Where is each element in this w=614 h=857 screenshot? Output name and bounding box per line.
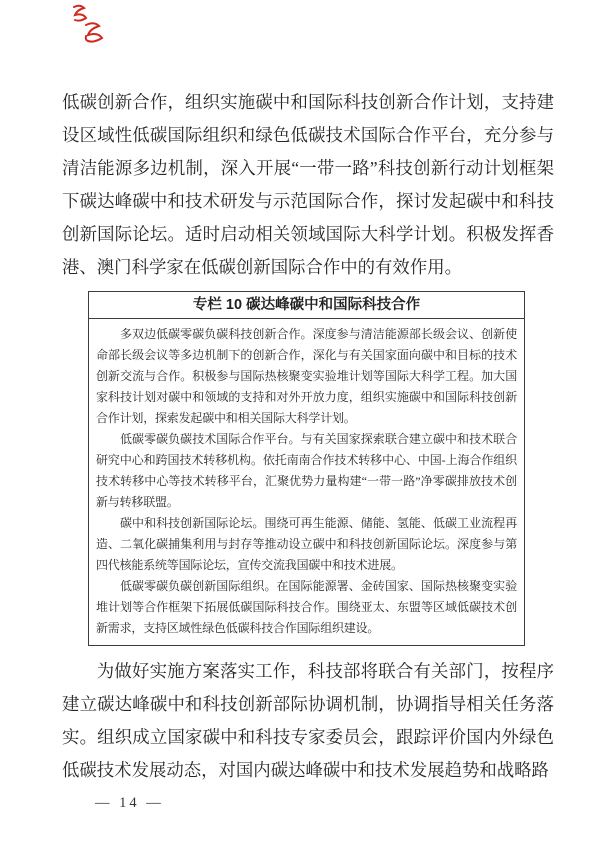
column-10-box <box>88 291 525 646</box>
page-number: — 14 — <box>95 795 164 811</box>
top-paragraph: 低碳创新合作，组织实施碳中和国际科技创新合作计划，支持建设区域性低碳国际组织和绿色低碳技术国际合作平台，充分参与清洁能源多边机制，深入开展“一带一路”科技创新行动计划框架下碳达峰碳中和技术研发与示范国际合作，探讨发起碳中和科技创新国际论坛。适时启动相关领域国际大科学计划。积极发挥香港、澳门科学家在低碳创新国际合作中的有效作用。 <box>62 92 554 277</box>
page-body <box>62 86 554 812</box>
bottom-paragraph: 为做好实施方案落实工作，科技部将联合有关部门，按程序建立碳达峰碳中和科技创新部际协调机制，协调指导相关任务落实。组织成立国家碳中和科技专家委员会，跟踪评价国内外绿色低碳技术发展动态，对国内碳达峰碳中和技术发展趋势和战略路 <box>62 661 554 780</box>
box-paragraph-multilateral-cooperation: 多双边低碳零碳负碳科技创新合作。深度参与清洁能源部长级会议、创新使命部长级会议等多边机制下的创新合作，深化与有关国家面向碳中和目标的技术创新交流与合作。积极参与国际热核聚变实验堆计划等国际大科学工程。加大国家科技计划对碳中和领域的支持和对外开放力度，组织实施碳中和国际科技创新合作计划，探索发起碳中和相关国际大科学计划。 <box>96 327 517 425</box>
box-paragraph-international-forum: 碳中和科技创新国际论坛。围绕可再生能源、储能、氢能、低碳工业流程再造、二氧化碳捕集利用与封存等推动设立碳中和科技创新国际论坛。深度参与第四代核能系统等国际论坛，宣传交流我国碳中和技术进展。 <box>96 516 517 572</box>
box-paragraph-international-platform: 低碳零碳负碳技术国际合作平台。与有关国家探索联合建立碳中和技术联合研究中心和跨国技术转移机构。依托南南合作技术转移中心、中国-上海合作组织技术转移中心等技术转移平台，汇聚优势力量构建“一带一路”净零碳排放技术创新与转移联盟。 <box>96 432 517 509</box>
column-box-body <box>89 319 524 645</box>
column-box-title: 专栏 10 碳达峰碳中和国际科技合作 <box>89 292 524 319</box>
box-paragraph-international-organization: 低碳零碳负碳创新国际组织。在国际能源署、金砖国家、国际热核聚变实验堆计划等合作框架下拓展低碳国际科技合作。围绕亚太、东盟等区域低碳技术创新需求，支持区域性绿色低碳科技合作国际组织建设。 <box>96 579 517 635</box>
red-stamp-icon <box>68 3 110 47</box>
